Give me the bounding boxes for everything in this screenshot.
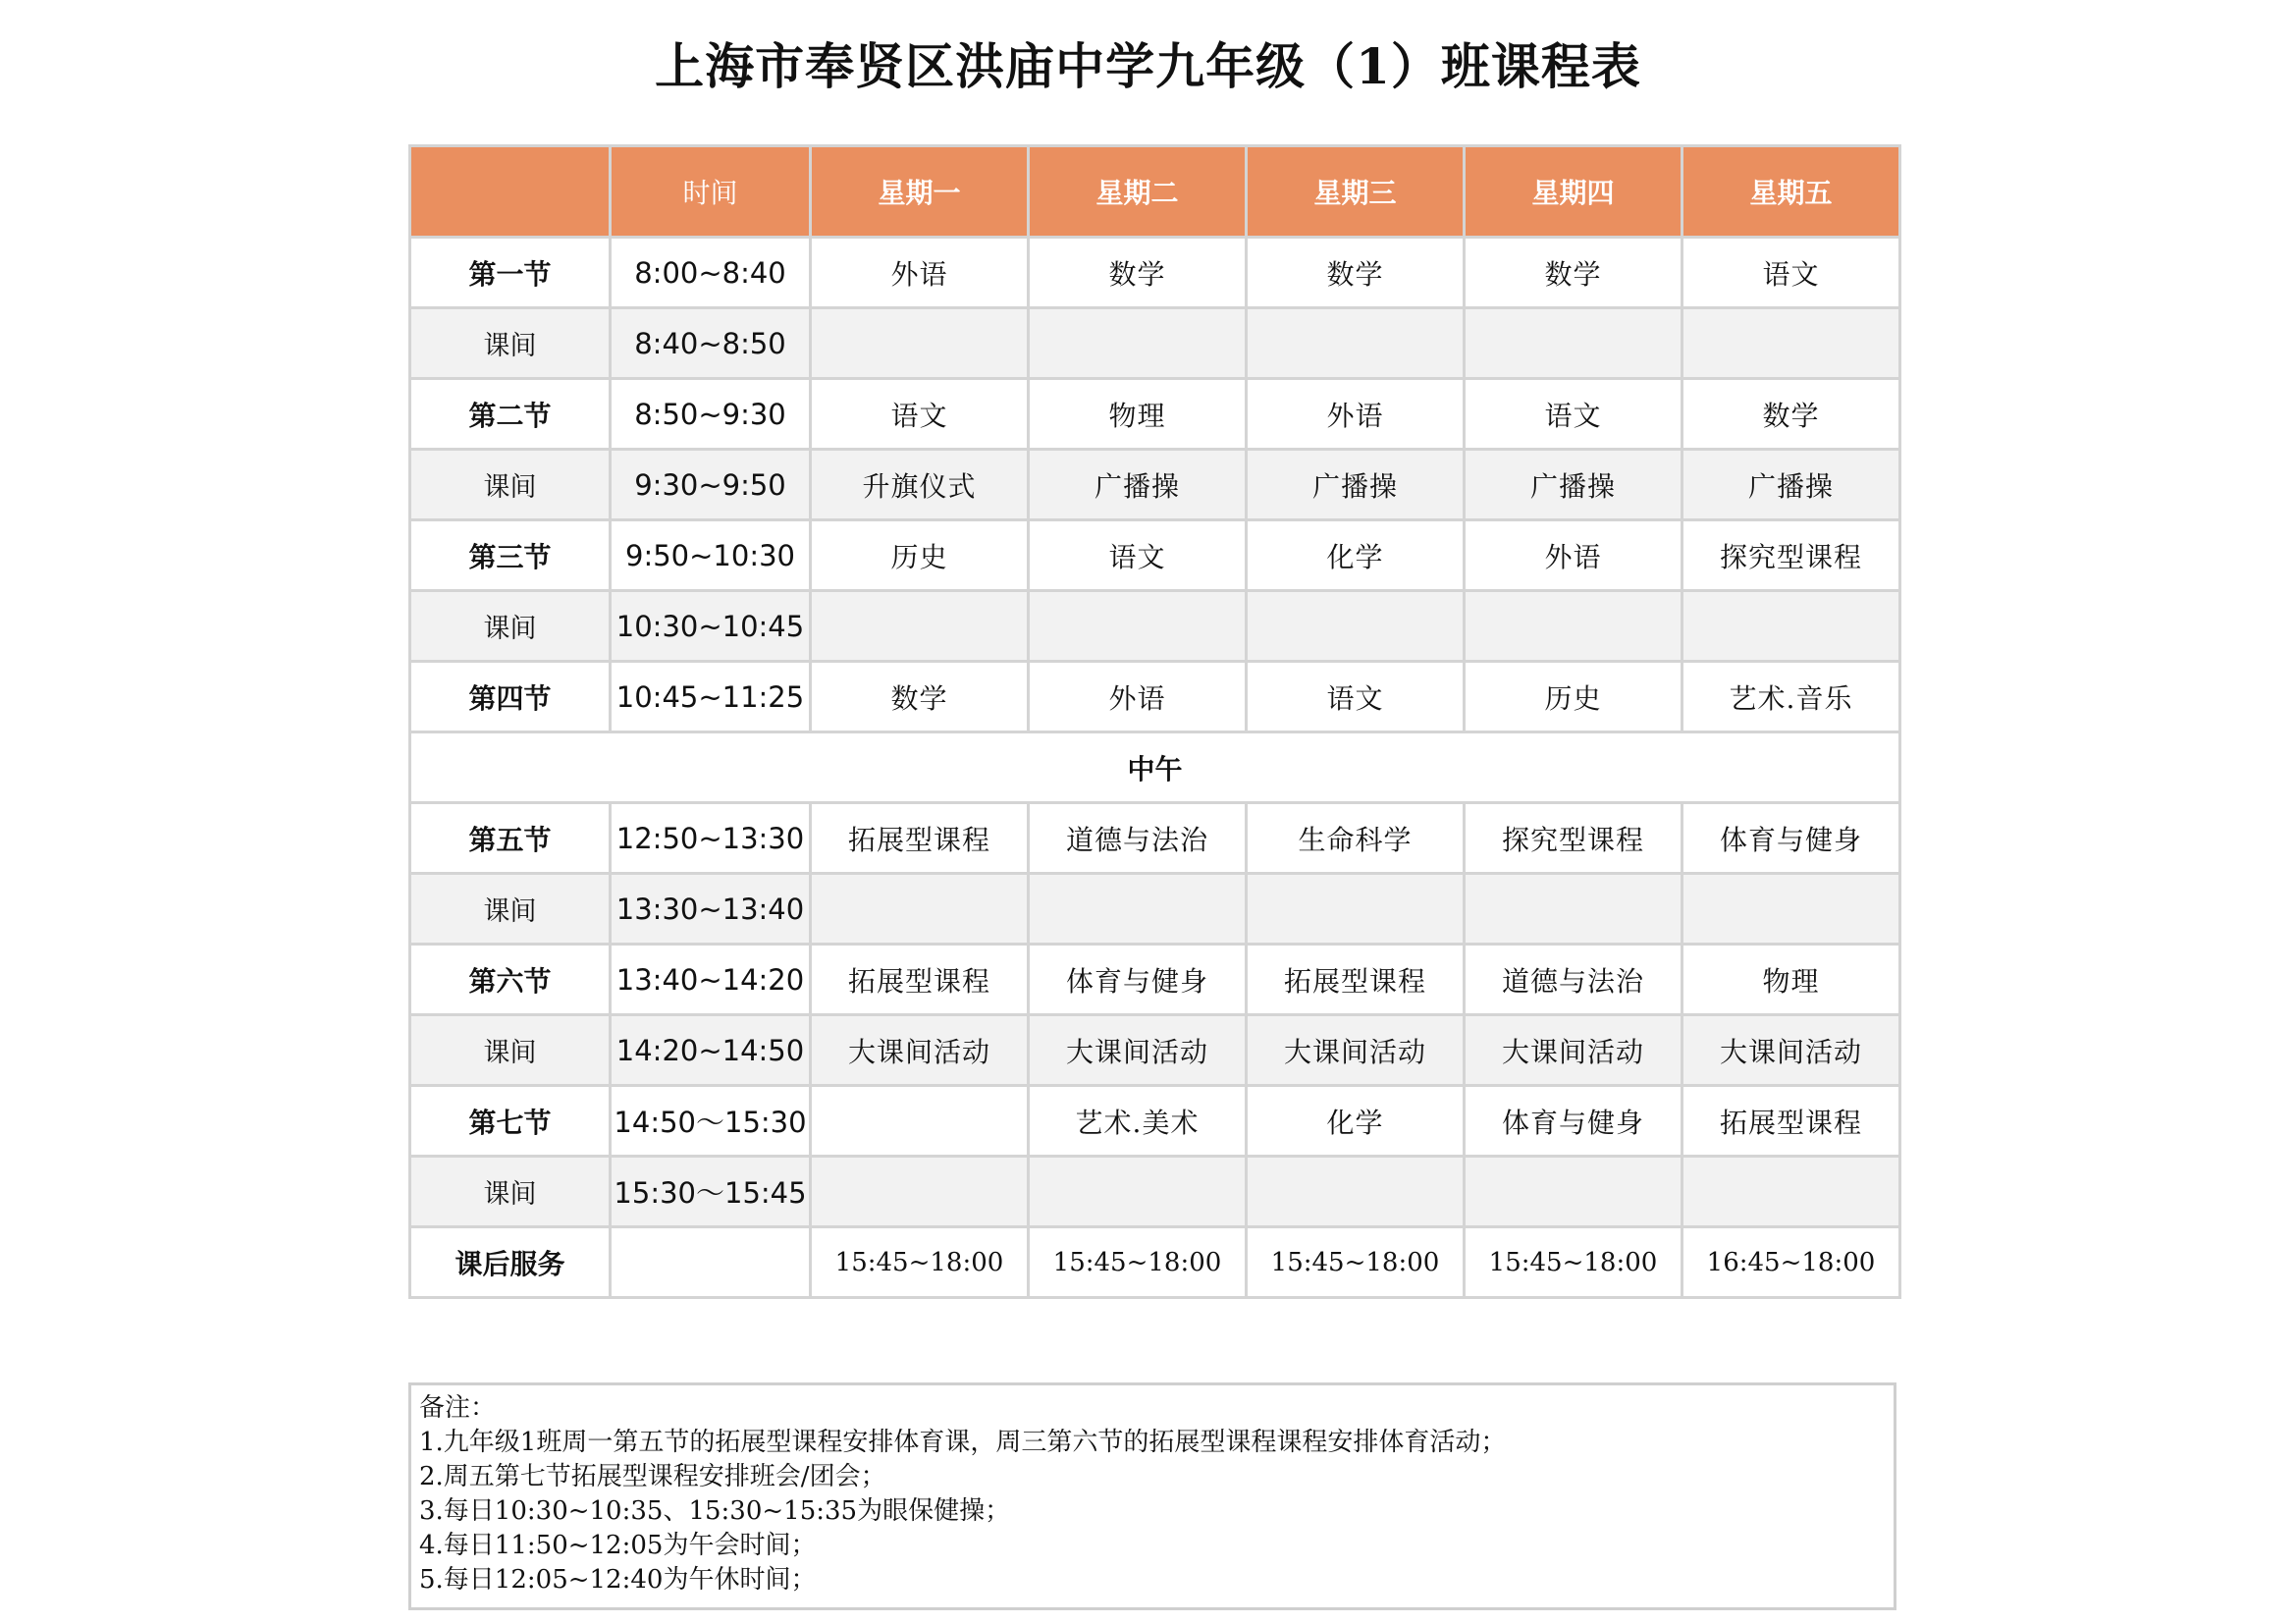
course-cell	[811, 1086, 1029, 1157]
course-cell	[811, 308, 1029, 379]
time-slot: 12:50~13:30	[611, 803, 811, 874]
period-label: 课间	[410, 1157, 611, 1227]
noon-row	[410, 732, 1900, 803]
course-cell	[1682, 308, 1900, 379]
course-cell: 艺术.音乐	[1682, 662, 1900, 732]
course-cell: 数学	[1029, 238, 1247, 308]
course-cell: 广播操	[1029, 450, 1247, 520]
course-cell: 体育与健身	[1029, 945, 1247, 1015]
period-label: 课间	[410, 874, 611, 945]
time-slot: 15:30～15:45	[611, 1157, 811, 1227]
course-cell: 外语	[811, 238, 1029, 308]
time-slot: 10:45~11:25	[611, 662, 811, 732]
time-slot: 8:40~8:50	[611, 308, 811, 379]
course-cell	[1029, 308, 1247, 379]
course-cell: 拓展型课程	[1247, 945, 1465, 1015]
period-label: 第四节	[410, 662, 611, 732]
course-cell: 大课间活动	[1247, 1015, 1465, 1086]
course-cell	[1682, 874, 1900, 945]
course-cell	[1247, 874, 1465, 945]
course-cell	[811, 591, 1029, 662]
course-cell: 大课间活动	[1682, 1015, 1900, 1086]
notes-box	[408, 1382, 1896, 1610]
course-cell	[1029, 591, 1247, 662]
break-row	[410, 1157, 1900, 1227]
period-label: 第一节	[410, 238, 611, 308]
course-cell: 物理	[1029, 379, 1247, 450]
course-cell: 数学	[1682, 379, 1900, 450]
time-slot: 8:50~9:30	[611, 379, 811, 450]
course-cell: 语文	[1465, 379, 1682, 450]
course-cell: 生命科学	[1247, 803, 1465, 874]
header-day-friday: 星期五	[1682, 146, 1900, 238]
course-cell	[1465, 308, 1682, 379]
header-day-thursday: 星期四	[1465, 146, 1682, 238]
lesson-row	[410, 803, 1900, 874]
note-item: 2.周五第七节拓展型课程安排班会/团会；	[419, 1462, 886, 1491]
course-cell	[1465, 874, 1682, 945]
time-slot: 10:30~10:45	[611, 591, 811, 662]
timetable-header-row	[410, 146, 1900, 238]
period-label: 课间	[410, 450, 611, 520]
timetable	[408, 144, 1901, 1299]
period-label: 第五节	[410, 803, 611, 874]
course-cell	[811, 874, 1029, 945]
course-cell: 外语	[1465, 520, 1682, 591]
course-cell: 大课间活动	[1465, 1015, 1682, 1086]
lesson-row	[410, 1086, 1900, 1157]
period-label: 第六节	[410, 945, 611, 1015]
period-label: 课间	[410, 308, 611, 379]
course-cell: 语文	[811, 379, 1029, 450]
course-cell: 外语	[1247, 379, 1465, 450]
service-time-cell: 16:45~18:00	[1682, 1227, 1900, 1298]
break-row	[410, 450, 1900, 520]
note-item: 1.九年级1班周一第五节的拓展型课程安排体育课，周三第六节的拓展型课程课程安排体育活动；	[419, 1428, 1507, 1457]
course-cell	[1029, 1157, 1247, 1227]
noon-label: 中午	[410, 732, 1900, 803]
course-cell: 拓展型课程	[1682, 1086, 1900, 1157]
header-day-monday: 星期一	[811, 146, 1029, 238]
course-cell	[1247, 1157, 1465, 1227]
note-item: 4.每日11:50~12:05为午会时间；	[419, 1531, 817, 1560]
course-cell	[1029, 874, 1247, 945]
service-time-cell: 15:45~18:00	[1465, 1227, 1682, 1298]
lesson-row	[410, 238, 1900, 308]
course-cell: 广播操	[1465, 450, 1682, 520]
course-cell: 广播操	[1247, 450, 1465, 520]
course-cell	[1247, 591, 1465, 662]
timetable-body	[410, 238, 1900, 1298]
course-cell	[1682, 1157, 1900, 1227]
course-cell: 语文	[1029, 520, 1247, 591]
header-day-wednesday: 星期三	[1247, 146, 1465, 238]
break-row	[410, 308, 1900, 379]
note-item: 5.每日12:05~12:40为午休时间；	[419, 1565, 817, 1595]
time-slot: 13:40~14:20	[611, 945, 811, 1015]
time-slot: 9:50~10:30	[611, 520, 811, 591]
course-cell: 广播操	[1682, 450, 1900, 520]
course-cell	[811, 1157, 1029, 1227]
service-time-cell: 15:45~18:00	[1029, 1227, 1247, 1298]
course-cell: 道德与法治	[1029, 803, 1247, 874]
course-cell: 历史	[811, 520, 1029, 591]
course-cell: 体育与健身	[1465, 1086, 1682, 1157]
lesson-row	[410, 379, 1900, 450]
course-cell: 数学	[1247, 238, 1465, 308]
course-cell: 体育与健身	[1682, 803, 1900, 874]
course-cell: 拓展型课程	[811, 945, 1029, 1015]
course-cell	[1247, 308, 1465, 379]
course-cell: 探究型课程	[1465, 803, 1682, 874]
course-cell: 历史	[1465, 662, 1682, 732]
period-label: 第二节	[410, 379, 611, 450]
period-label: 课后服务	[410, 1227, 611, 1298]
course-cell: 大课间活动	[811, 1015, 1029, 1086]
page-title: 上海市奉贤区洪庙中学九年级（1）班课程表	[655, 37, 1641, 95]
course-cell: 大课间活动	[1029, 1015, 1247, 1086]
course-cell: 升旗仪式	[811, 450, 1029, 520]
course-cell: 外语	[1029, 662, 1247, 732]
header-day-tuesday: 星期二	[1029, 146, 1247, 238]
course-cell: 语文	[1682, 238, 1900, 308]
time-slot: 14:20~14:50	[611, 1015, 811, 1086]
header-time-cell: 时间	[611, 146, 811, 238]
notes-heading: 备注：	[419, 1393, 497, 1423]
course-cell: 化学	[1247, 520, 1465, 591]
course-cell: 语文	[1247, 662, 1465, 732]
lesson-row	[410, 662, 1900, 732]
course-cell	[1682, 591, 1900, 662]
time-slot	[611, 1227, 811, 1298]
course-cell	[1465, 1157, 1682, 1227]
time-slot: 14:50～15:30	[611, 1086, 811, 1157]
course-cell: 道德与法治	[1465, 945, 1682, 1015]
period-label: 第三节	[410, 520, 611, 591]
course-cell: 探究型课程	[1682, 520, 1900, 591]
course-cell: 数学	[1465, 238, 1682, 308]
period-label: 第七节	[410, 1086, 611, 1157]
lesson-row	[410, 520, 1900, 591]
course-cell	[1465, 591, 1682, 662]
time-slot: 8:00~8:40	[611, 238, 811, 308]
break-row	[410, 1015, 1900, 1086]
course-cell: 数学	[811, 662, 1029, 732]
course-cell: 艺术.美术	[1029, 1086, 1247, 1157]
service-time-cell: 15:45~18:00	[811, 1227, 1029, 1298]
break-row	[410, 591, 1900, 662]
note-item: 3.每日10:30~10:35、15:30~15:35为眼保健操；	[419, 1496, 1011, 1526]
time-slot: 13:30~13:40	[611, 874, 811, 945]
course-cell: 拓展型课程	[811, 803, 1029, 874]
header-period-cell	[410, 146, 611, 238]
period-label: 课间	[410, 1015, 611, 1086]
course-cell: 化学	[1247, 1086, 1465, 1157]
break-row	[410, 874, 1900, 945]
service-time-cell: 15:45~18:00	[1247, 1227, 1465, 1298]
time-slot: 9:30~9:50	[611, 450, 811, 520]
lesson-row	[410, 1227, 1900, 1298]
course-cell: 物理	[1682, 945, 1900, 1015]
lesson-row	[410, 945, 1900, 1015]
period-label: 课间	[410, 591, 611, 662]
